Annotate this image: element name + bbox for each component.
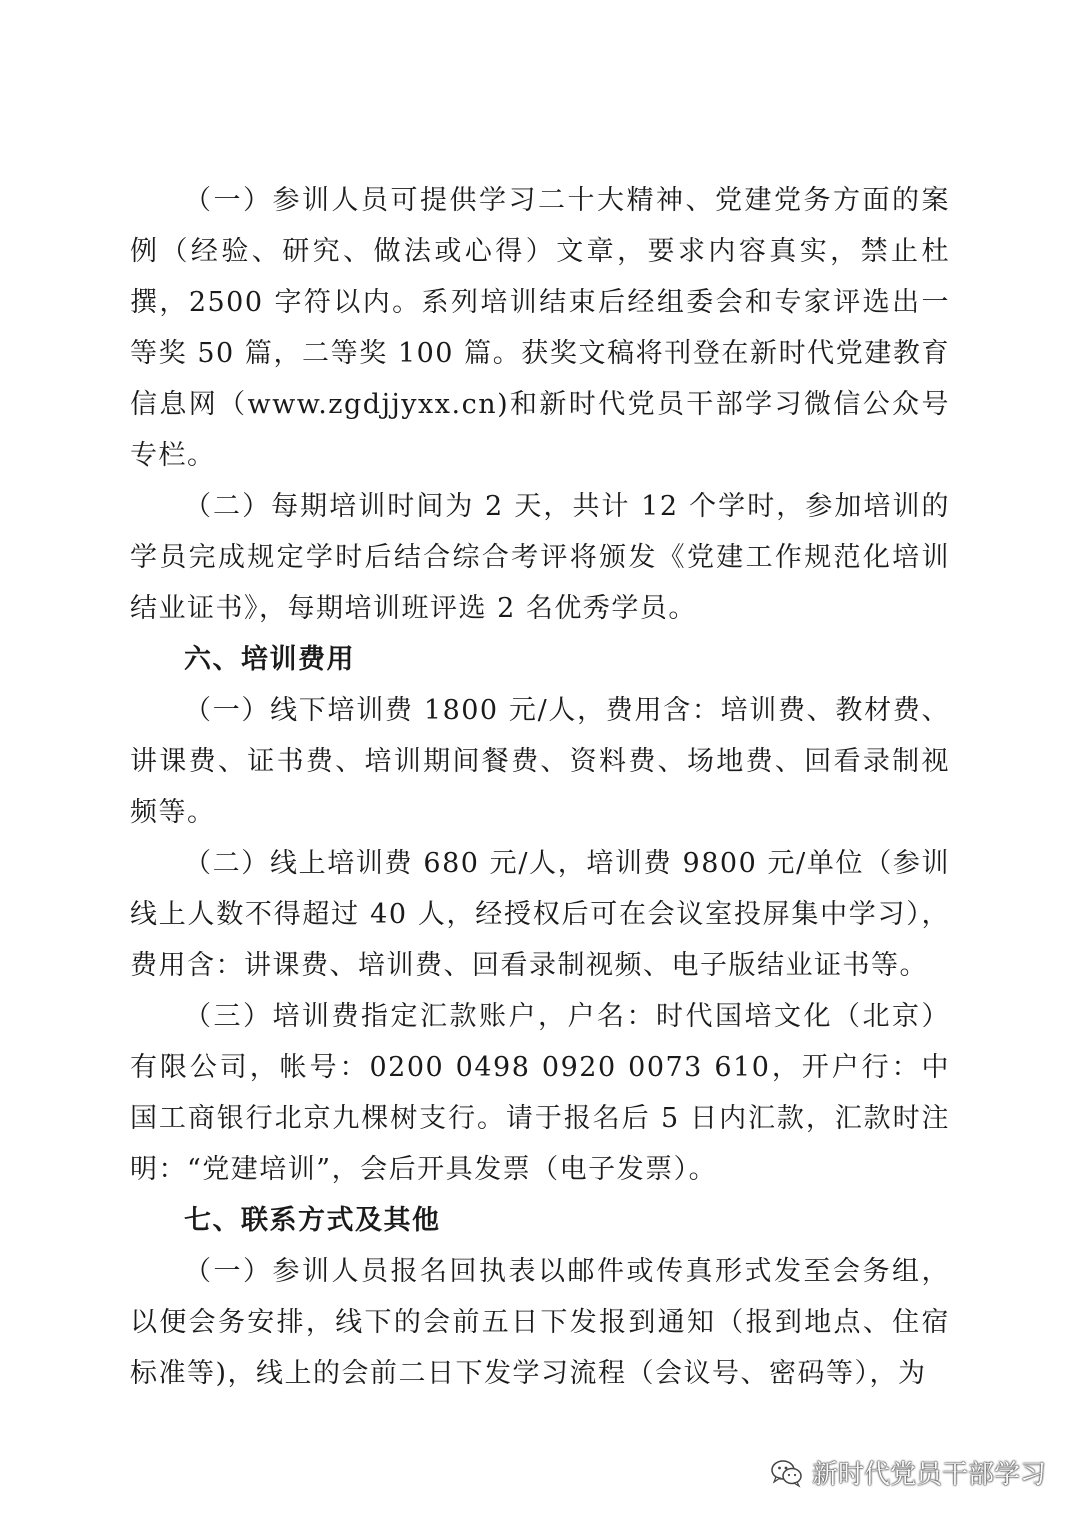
paragraph-registration: （一）参训人员报名回执表以邮件或传真形式发至会务组，以便会务安排，线下的会前五日下发报到通知（报到地点、住宿标准等)，线上的会前二日下发学习流程（会议号、密码等），为 [130,1256,950,1389]
document-body [130,175,950,1399]
paragraph-online-fee: （二）线上培训费 680 元/人，培训费 9800 元/单位（参训线上人数不得超过 40 人，经授权后可在会议室投屏集中学习），费用含：讲课费、培训费、回看录制视频、电子版结业证书等。 [130,848,950,981]
paragraph-case-submission: （一）参训人员可提供学习二十大精神、党建党务方面的案例（经验、研究、做法或心得）文章，要求内容真实，禁止杜撰，2500 字符以内。系列培训结束后经组委会和专家评选出一等奖 50 篇，二等奖 100 篇。获奖文稿将刊登在新时代党建教育信息网（www.zgdjjyxx.cn)和新时代党员干部学习微信公众号专栏。 [130,185,950,471]
paragraph-training-duration: （二）每期培训时间为 2 天，共计 12 个学时，参加培训的学员完成规定学时后结合综合考评将颁发《党建工作规范化培训结业证书》，每期培训班评选 2 名优秀学员。 [130,491,950,624]
section-heading-fees: 六、培训费用 [184,644,355,675]
section-heading-contact: 七、联系方式及其他 [184,1205,441,1236]
wechat-icon [770,1458,804,1488]
watermark-text: 新时代党员干部学习 [811,1460,1046,1490]
watermark [770,1454,1046,1491]
paragraph-offline-fee: （一）线下培训费 1800 元/人，费用含：培训费、教材费、讲课费、证书费、培训期间餐费、资料费、场地费、回看录制视频等。 [130,695,950,828]
paragraph-bank-account: （三）培训费指定汇款账户，户名：时代国培文化（北京）有限公司，帐号：0200 0498 0920 0073 610，开户行：中国工商银行北京九棵树支行。请于报名后 5 日内汇款，汇款时注明：“党建培训”，会后开具发票（电子发票）。 [130,1001,950,1185]
